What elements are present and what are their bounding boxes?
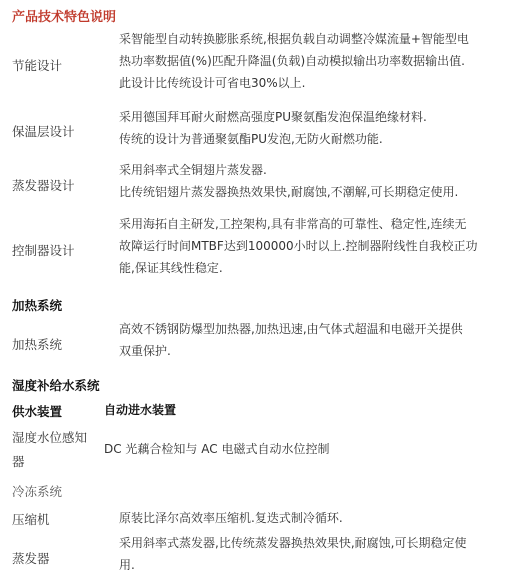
desc-line: 采用海拓自主研发,工控架构,具有非常高的可靠性、稳定性,连续无	[119, 217, 467, 231]
desc-line: 双重保护.	[119, 344, 171, 358]
row-label: 蒸发器	[12, 551, 50, 566]
row-description	[119, 106, 509, 150]
desc-line: 原装比泽尔高效率压缩机.复迭式制冷循环.	[119, 511, 343, 525]
page-title: 产品技术特色说明	[12, 10, 117, 25]
desc-line: 故障运行时间MTBF达到100000小时以上.控制器附线性自我校正功	[119, 239, 478, 253]
row-description	[104, 438, 494, 460]
row-description	[119, 159, 509, 203]
section-heading: 冷冻系统	[12, 484, 63, 499]
desc-line: 高效不锈钢防爆型加热器,加热迅速,由气体式超温和电磁开关提供	[119, 322, 463, 336]
section-heading: 加热系统	[12, 298, 63, 313]
desc-line: 热功率数据值(%)匹配升降温(负载)自动模拟输出功率数据输出值.	[119, 54, 465, 68]
row-label: 压缩机	[12, 512, 50, 527]
desc-line: 采智能型自动转换膨胀系统,根据负载自动调整冷媒流量+智能型电	[119, 32, 469, 46]
row-description	[104, 399, 494, 421]
row-label: 节能设计	[12, 58, 63, 73]
desc-line: 用.	[119, 558, 135, 572]
row-description	[119, 318, 509, 362]
row-description	[119, 28, 509, 94]
row-label: 加热系统	[12, 337, 63, 352]
desc-line: 能,保证其线性稳定.	[119, 261, 223, 275]
row-label: 蒸发器设计	[12, 178, 75, 193]
desc-line: 采用德国拜耳耐火耐燃高强度PU聚氨酯发泡保温绝缘材料.	[119, 110, 427, 124]
row-label: 控制器设计	[12, 243, 75, 258]
row-description	[119, 213, 509, 279]
desc-line: 传统的设计为普通聚氨酯PU发泡,无防火耐燃功能.	[119, 132, 383, 146]
desc-line: 比传统铝翅片蒸发器换热效果快,耐腐蚀,不潮解,可长期稳定使用.	[119, 185, 459, 199]
desc-line: 采用斜率式蒸发器,比传统蒸发器换热效果快,耐腐蚀,可长期稳定使	[119, 536, 467, 550]
desc-line: 采用斜率式全铜翅片蒸发器.	[119, 163, 267, 177]
desc-line: DC 光藕合检知与 AC 电磁式自动水位控制	[104, 442, 330, 456]
row-label: 保温层设计	[12, 124, 75, 139]
desc-line: 此设计比传统设计可省电30%以上.	[119, 76, 306, 90]
row-label-continued: 器	[12, 454, 25, 469]
row-description	[119, 532, 509, 576]
row-label: 供水装置	[12, 404, 63, 419]
row-description	[119, 507, 509, 529]
row-label: 湿度水位感知	[12, 430, 88, 445]
desc-line: 自动进水装置	[104, 403, 177, 417]
section-heading: 湿度补给水系统	[12, 378, 100, 393]
